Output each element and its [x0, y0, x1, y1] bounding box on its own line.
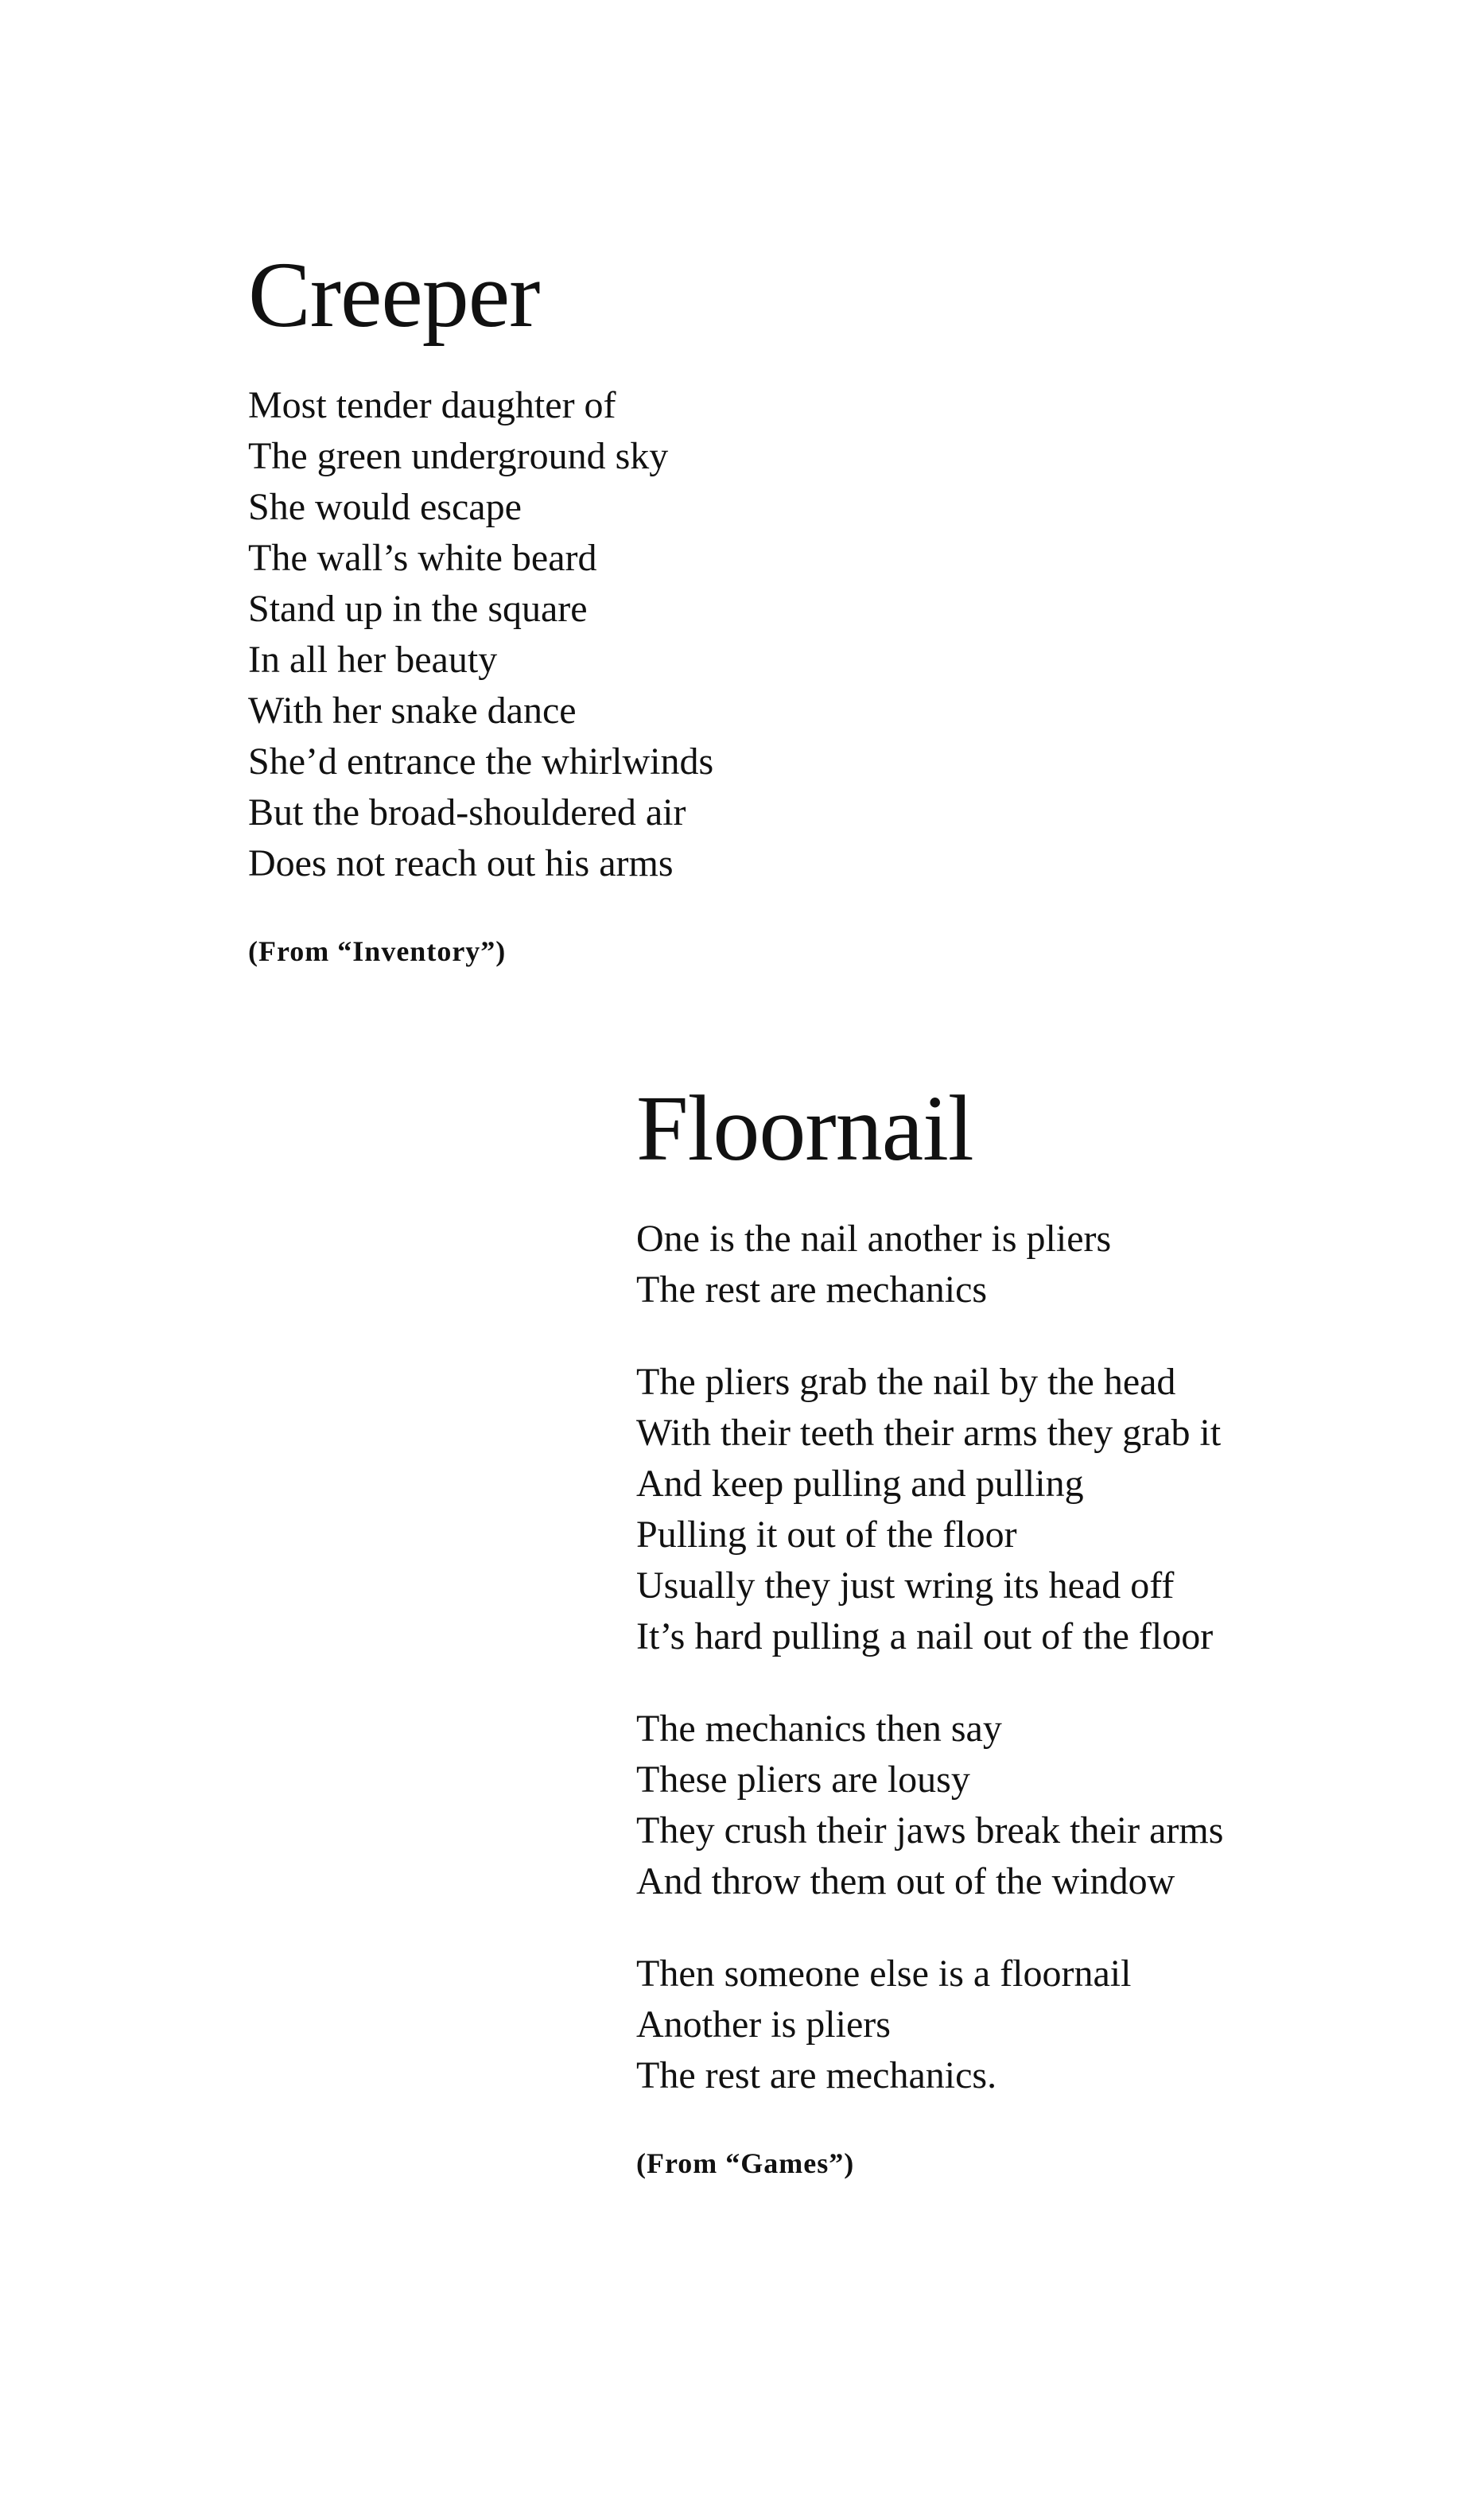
poem-line: One is the nail another is pliers [636, 1218, 1112, 1260]
stanza [636, 1214, 1223, 1315]
poem-line: These pliers are lousy [636, 1758, 970, 1801]
poem-line: Most tender daughter of [248, 384, 616, 426]
poem-line: And throw them out of the window [636, 1860, 1175, 1902]
poem-creeper [248, 243, 714, 967]
poem-line: Then someone else is a floornail [636, 1953, 1132, 1995]
poem-line: Pulling it out of the floor [636, 1514, 1017, 1556]
poem-line: Stand up in the square [248, 588, 588, 630]
poem-line: The rest are mechanics [636, 1269, 988, 1311]
stanza [248, 380, 713, 889]
poem-title: Creeper [248, 243, 540, 347]
poem-line: She would escape [248, 486, 522, 528]
poem-line: The rest are mechanics. [636, 2054, 997, 2096]
poem-source: (From “Games”) [636, 2147, 855, 2179]
poem-line: It’s hard pulling a nail out of the floor [636, 1615, 1214, 1657]
poem-floornail [636, 1076, 1224, 2179]
poem-line: Does not reach out his arms [248, 842, 674, 884]
poem-line: Usually they just wring its head off [636, 1564, 1175, 1607]
poem-line: But the broad-shouldered air [248, 791, 686, 834]
poem-line: The green underground sky [248, 435, 669, 477]
poem-line: The mechanics then say [636, 1708, 1002, 1750]
poem-line: The pliers grab the nail by the head [636, 1361, 1176, 1403]
stanza [636, 1949, 1223, 2101]
poem-line: With their teeth their arms they grab it [636, 1412, 1222, 1454]
poem-line: And keep pulling and pulling [636, 1463, 1084, 1505]
poem-title: Floornail [636, 1076, 973, 1180]
poem-line: Another is pliers [636, 2003, 891, 2046]
poem-line: The wall’s white beard [248, 537, 597, 579]
poem-line: They crush their jaws break their arms [636, 1809, 1224, 1852]
poem-line: With her snake dance [248, 690, 577, 732]
stanza [636, 1704, 1223, 1907]
poem-source: (From “Inventory”) [248, 935, 507, 967]
stanza [636, 1357, 1223, 1662]
poem-line: She’d entrance the whirlwinds [248, 740, 714, 783]
poem-line: In all her beauty [248, 639, 498, 681]
